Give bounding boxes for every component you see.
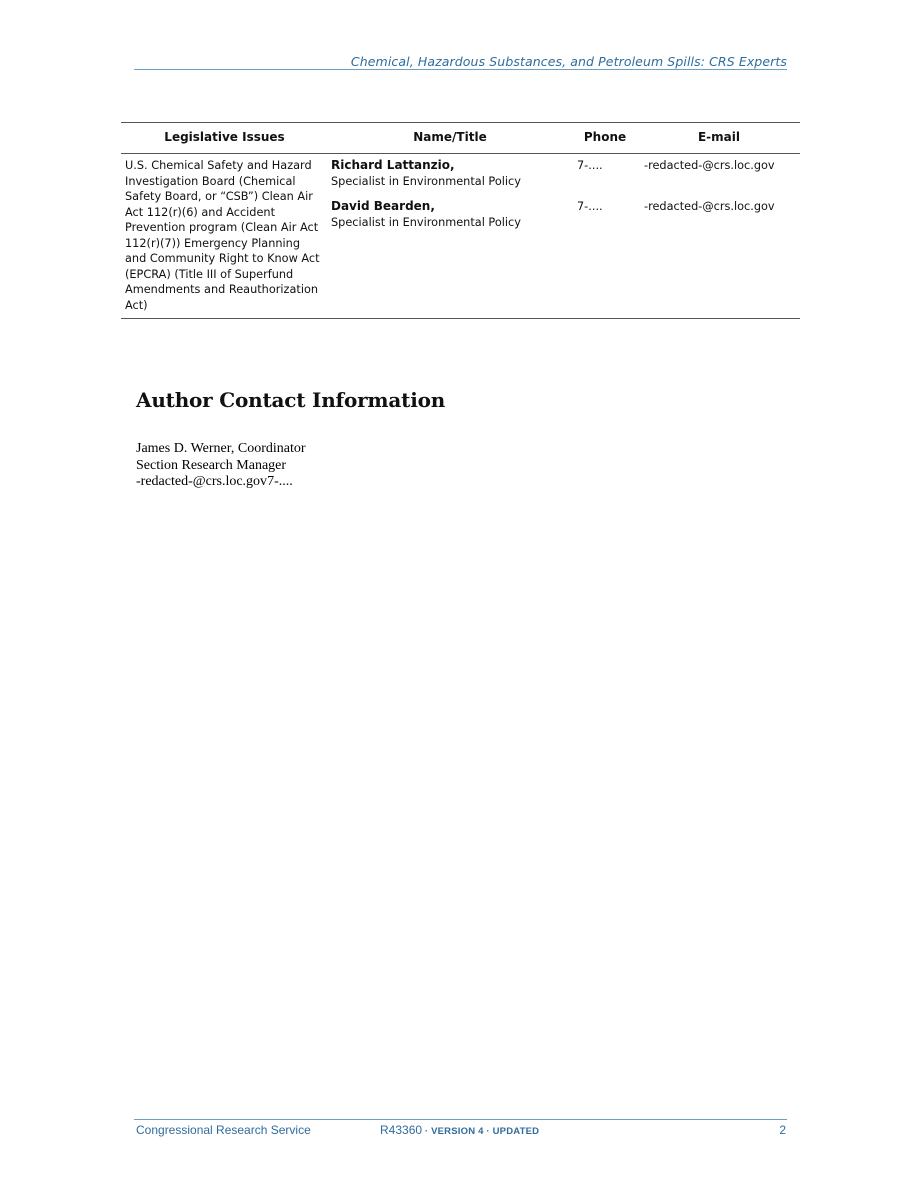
author-contact-line <box>136 474 536 491</box>
author-contact-heading: Author Contact Information <box>136 388 446 412</box>
expert-entry <box>331 199 572 240</box>
expert-name: Richard Lattanzio, <box>331 158 455 172</box>
table-header-row <box>121 123 800 154</box>
footer-report-id <box>380 1123 539 1137</box>
author-phone: 7-.... <box>267 474 293 489</box>
expert-phone: 7-.... <box>577 159 603 172</box>
expert-phone: 7-.... <box>577 200 603 213</box>
footer-page-number: 2 <box>779 1123 786 1137</box>
footer-version: · VERSION 4 · UPDATED <box>422 1126 540 1137</box>
name-title-cell <box>328 154 572 319</box>
footer-rule <box>134 1119 787 1120</box>
author-position: Section Research Manager <box>136 457 287 473</box>
author-name-role: James D. Werner, Coordinator <box>136 441 306 456</box>
author-contact-block <box>136 441 536 491</box>
table-row <box>121 154 800 319</box>
expert-name: David Bearden, <box>331 199 435 213</box>
column-header-phone: Phone <box>583 130 627 145</box>
footer-report-number: R43360 <box>380 1123 423 1137</box>
expert-entry <box>331 158 572 199</box>
author-email[interactable]: -redacted-@crs.loc.gov <box>136 474 268 489</box>
expert-email[interactable]: -redacted-@crs.loc.gov <box>644 200 775 213</box>
expert-title: Specialist in Environmental Policy <box>331 215 521 229</box>
footer-organization: Congressional Research Service <box>136 1123 311 1137</box>
column-header-email: E-mail <box>697 130 740 145</box>
experts-table <box>121 122 800 319</box>
running-header-title: Chemical, Hazardous Substances, and Petroleum Spills: CRS Experts <box>350 54 787 69</box>
email-cell <box>638 154 800 319</box>
legislative-issues-cell: U.S. Chemical Safety and Hazard Investigation Board (Chemical Safety Board, or “CSB”) Clean Air Act 112(r)(6) and Accident Prevention program (Clean Air Act 112(r)(7)) Emergency Planning and Community Right to Know Act (EPCRA) (Title III of Superfund Amendments and Reauthorization Act) <box>125 159 320 312</box>
expert-email[interactable]: -redacted-@crs.loc.gov <box>644 159 775 172</box>
column-header-legislative-issues: Legislative Issues <box>164 130 285 145</box>
expert-title: Specialist in Environmental Policy <box>331 174 521 188</box>
column-header-name-title: Name/Title <box>413 130 487 145</box>
phone-cell <box>572 154 638 319</box>
header-rule <box>134 69 787 70</box>
